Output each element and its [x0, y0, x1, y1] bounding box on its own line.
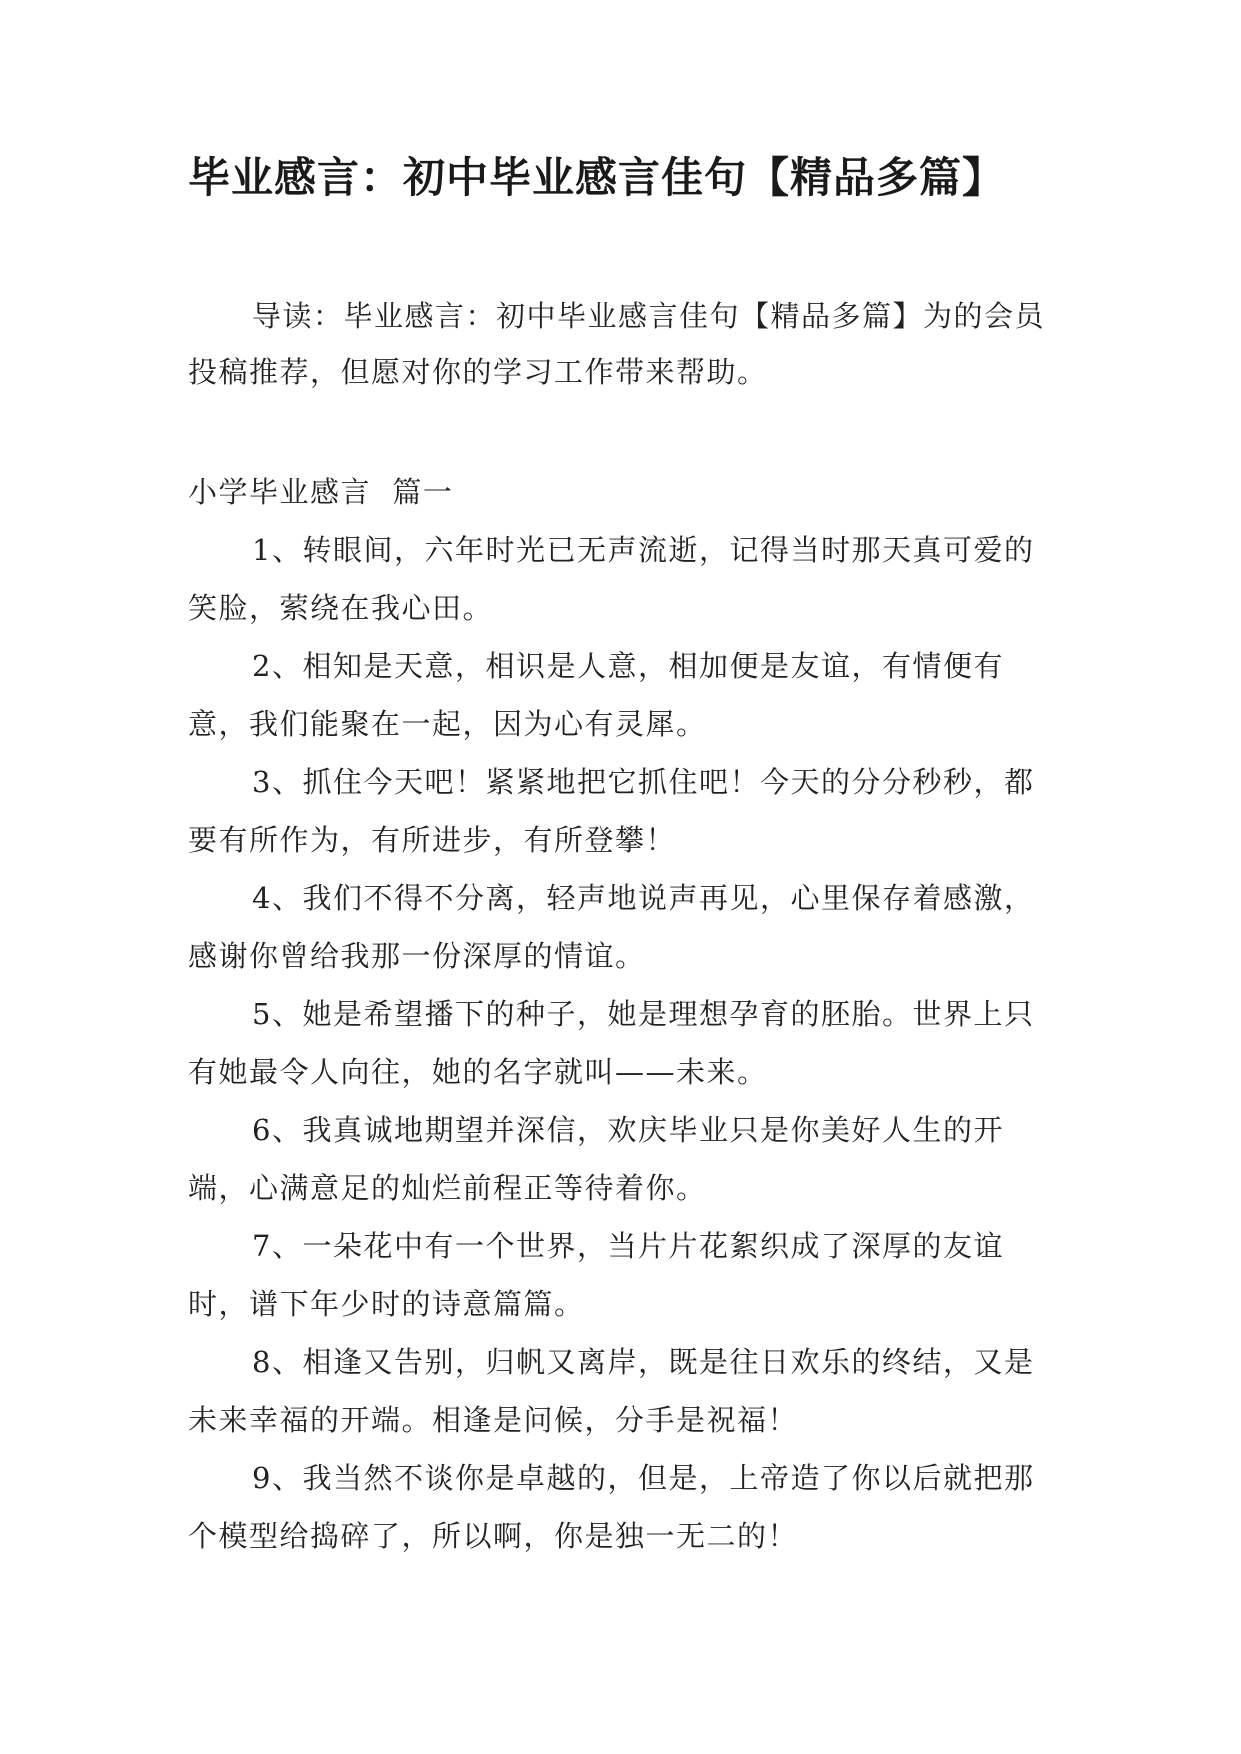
- document-title: 毕业感言：初中毕业感言佳句【精品多篇】: [188, 153, 1006, 202]
- quote-list: [188, 521, 1053, 1565]
- section-heading: 小学毕业感言 篇一: [188, 475, 454, 509]
- quote-item-7: 7、一朵花中有一个世界，当片片花絮织成了深厚的友谊时，谱下年少时的诗意篇篇。: [188, 1229, 1004, 1321]
- intro-paragraph: 导读：毕业感言：初中毕业感言佳句【精品多篇】为的会员投稿推荐，但愿对你的学习工作带来帮助。: [188, 299, 1046, 389]
- quote-item-3: 3、抓住今天吧！紧紧地把它抓住吧！今天的分分秒秒，都要有所作为，有所进步，有所登攀！: [188, 765, 1035, 857]
- quote-item-8: 8、相逢又告别，归帆又离岸，既是往日欢乐的终结，又是未来幸福的开端。相逢是问候，分手是祝福！: [188, 1345, 1035, 1437]
- quote-item-2: 2、相知是天意，相识是人意，相加便是友谊，有情便有意，我们能聚在一起，因为心有灵犀。: [188, 649, 1004, 741]
- document-page: [188, 0, 1053, 1754]
- quote-item-5: 5、她是希望播下的种子，她是理想孕育的胚胎。世界上只有她最令人向往，她的名字就叫——未来。: [188, 997, 1035, 1089]
- quote-item-1: 1、转眼间，六年时光已无声流逝，记得当时那天真可爱的笑脸，萦绕在我心田。: [188, 533, 1035, 625]
- quote-item-6: 6、我真诚地期望并深信，欢庆毕业只是你美好人生的开端，心满意足的灿烂前程正等待着你。: [188, 1113, 1004, 1205]
- quote-item-4: 4、我们不得不分离，轻声地说声再见，心里保存着感激，感谢你曾给我那一份深厚的情谊。: [188, 881, 1035, 973]
- quote-item-9: 9、我当然不谈你是卓越的，但是，上帝造了你以后就把那个模型给捣碎了，所以啊，你是独一无二的！: [188, 1461, 1035, 1553]
